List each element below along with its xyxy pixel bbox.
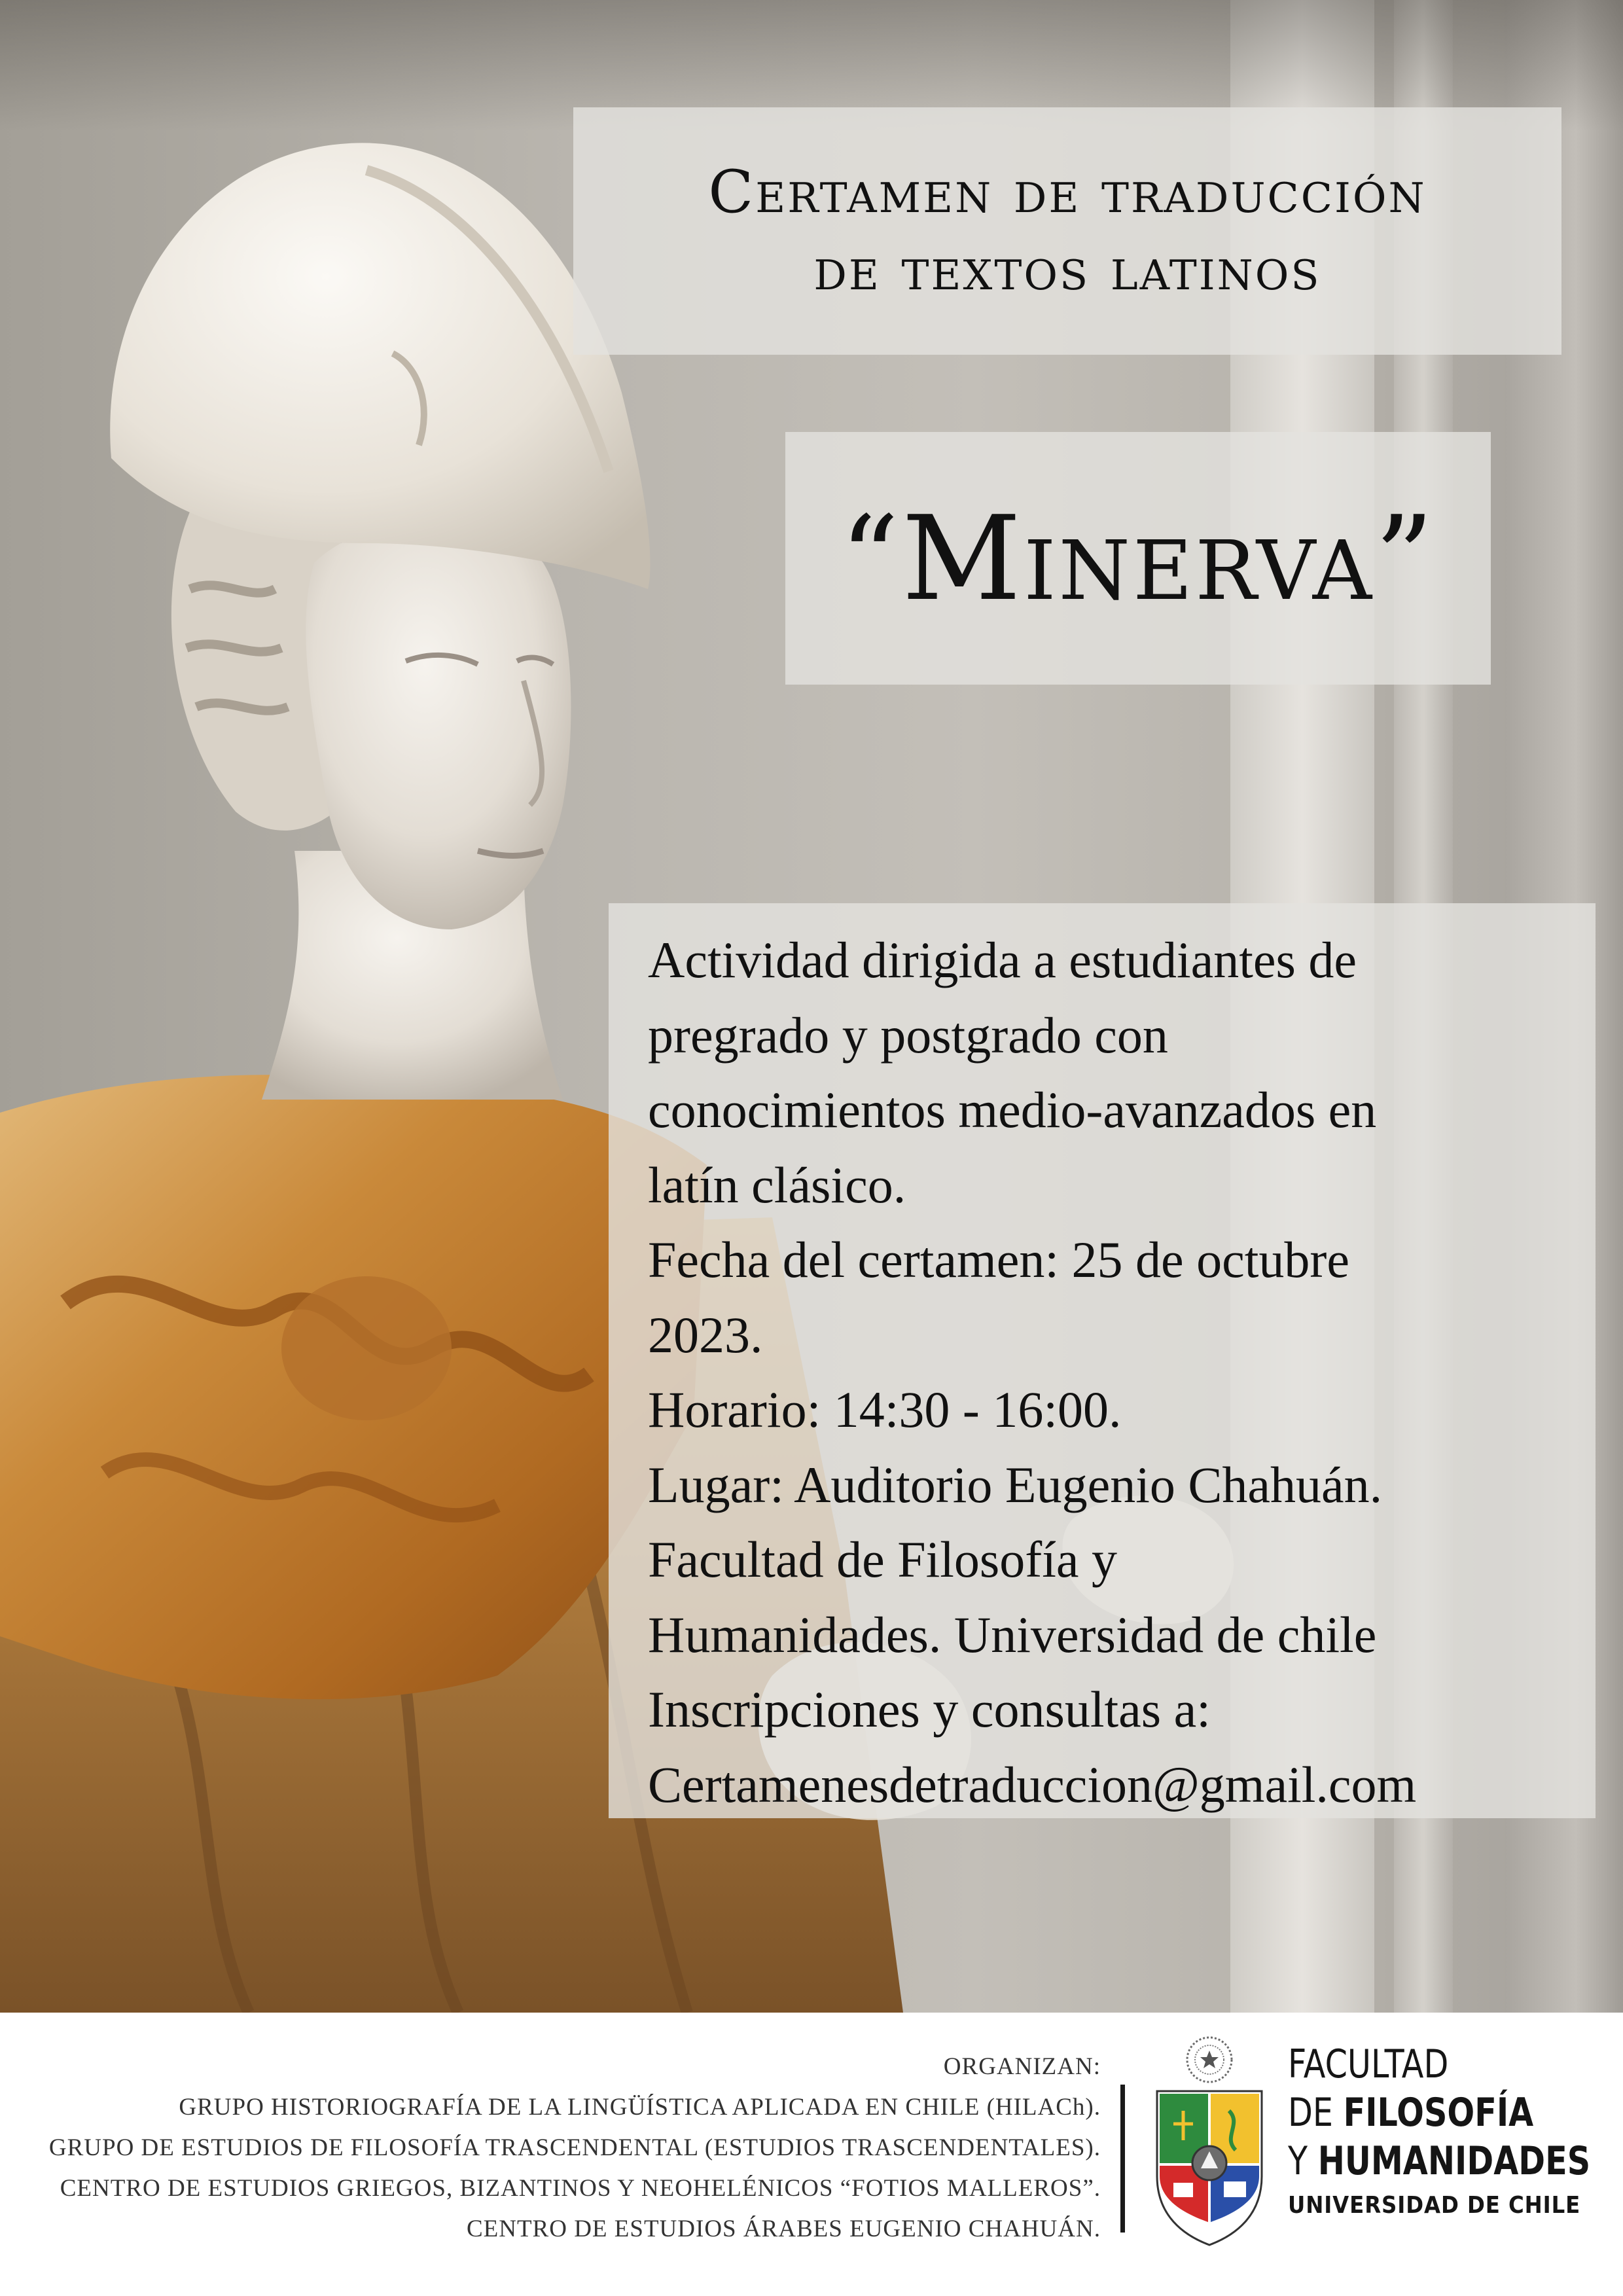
title-panel [573, 107, 1561, 355]
organizer-item: GRUPO HISTORIOGRAFÍA DE LA LINGÜÍSTICA APLICADA EN CHILE (HILACh). [179, 2094, 1101, 2121]
schedule-line: Horario: 14:30 - 16:00. [648, 1381, 1122, 1438]
organizers-list [49, 2047, 1101, 2250]
logo-line-part: DE FILOSOFÍA [1288, 2090, 1534, 2136]
logo-line: FACULTAD [1288, 2041, 1449, 2087]
organizer-item: CENTRO DE ESTUDIOS GRIEGOS, BIZANTINOS Y NEOHELÉNICOS “FOTIOS MALLEROS”. [60, 2175, 1101, 2202]
venue-line: Humanidades. Universidad de chile [648, 1605, 1377, 1663]
date-line: 2023. [648, 1306, 763, 1363]
info-line: pregrado y postgrado con [648, 1006, 1168, 1064]
info-line: conocimientos medio-avanzados en [648, 1081, 1377, 1138]
contact-email: Certamenesdetraduccion@gmail.com [648, 1755, 1417, 1813]
event-title-line: Certamen de traducción [708, 158, 1427, 226]
event-title-line: de textos latinos [813, 235, 1321, 304]
organizer-item: CENTRO DE ESTUDIOS ÁRABES EUGENIO CHAHUÁN. [466, 2215, 1101, 2242]
contest-name: “Minerva” [840, 490, 1436, 626]
contact-line: Inscripciones y consultas a: [648, 1681, 1211, 1738]
logo-bold-word: HUMANIDADES [1317, 2138, 1591, 2184]
name-panel [785, 432, 1491, 685]
footer-divider [1120, 2085, 1125, 2233]
star-icon [1187, 2037, 1232, 2082]
logo-line [1288, 2089, 1590, 2137]
info-panel [609, 903, 1596, 1818]
venue-line: Lugar: Auditorio Eugenio Chahuán. [648, 1456, 1383, 1513]
logo-line: Y HUMANIDADES [1288, 2138, 1591, 2184]
info-line: Actividad dirigida a estudiantes de [648, 931, 1357, 988]
logo-bold-word: FILOSOFÍA [1343, 2090, 1534, 2136]
date-line: Fecha del certamen: 25 de octubre [648, 1231, 1350, 1288]
university-name: UNIVERSIDAD DE CHILE [1288, 2192, 1581, 2219]
footer [0, 2013, 1623, 2296]
info-line: latín clásico. [648, 1156, 906, 1213]
university-crest-icon [1150, 2026, 1268, 2248]
organizers-label: ORGANIZAN: [943, 2053, 1101, 2080]
venue-line: Facultad de Filosofía y [648, 1531, 1118, 1588]
organizer-item: GRUPO DE ESTUDIOS DE FILOSOFÍA TRASCENDENTAL (ESTUDIOS TRASCENDENTALES). [48, 2134, 1101, 2161]
faculty-logo-text [1288, 2040, 1623, 2226]
